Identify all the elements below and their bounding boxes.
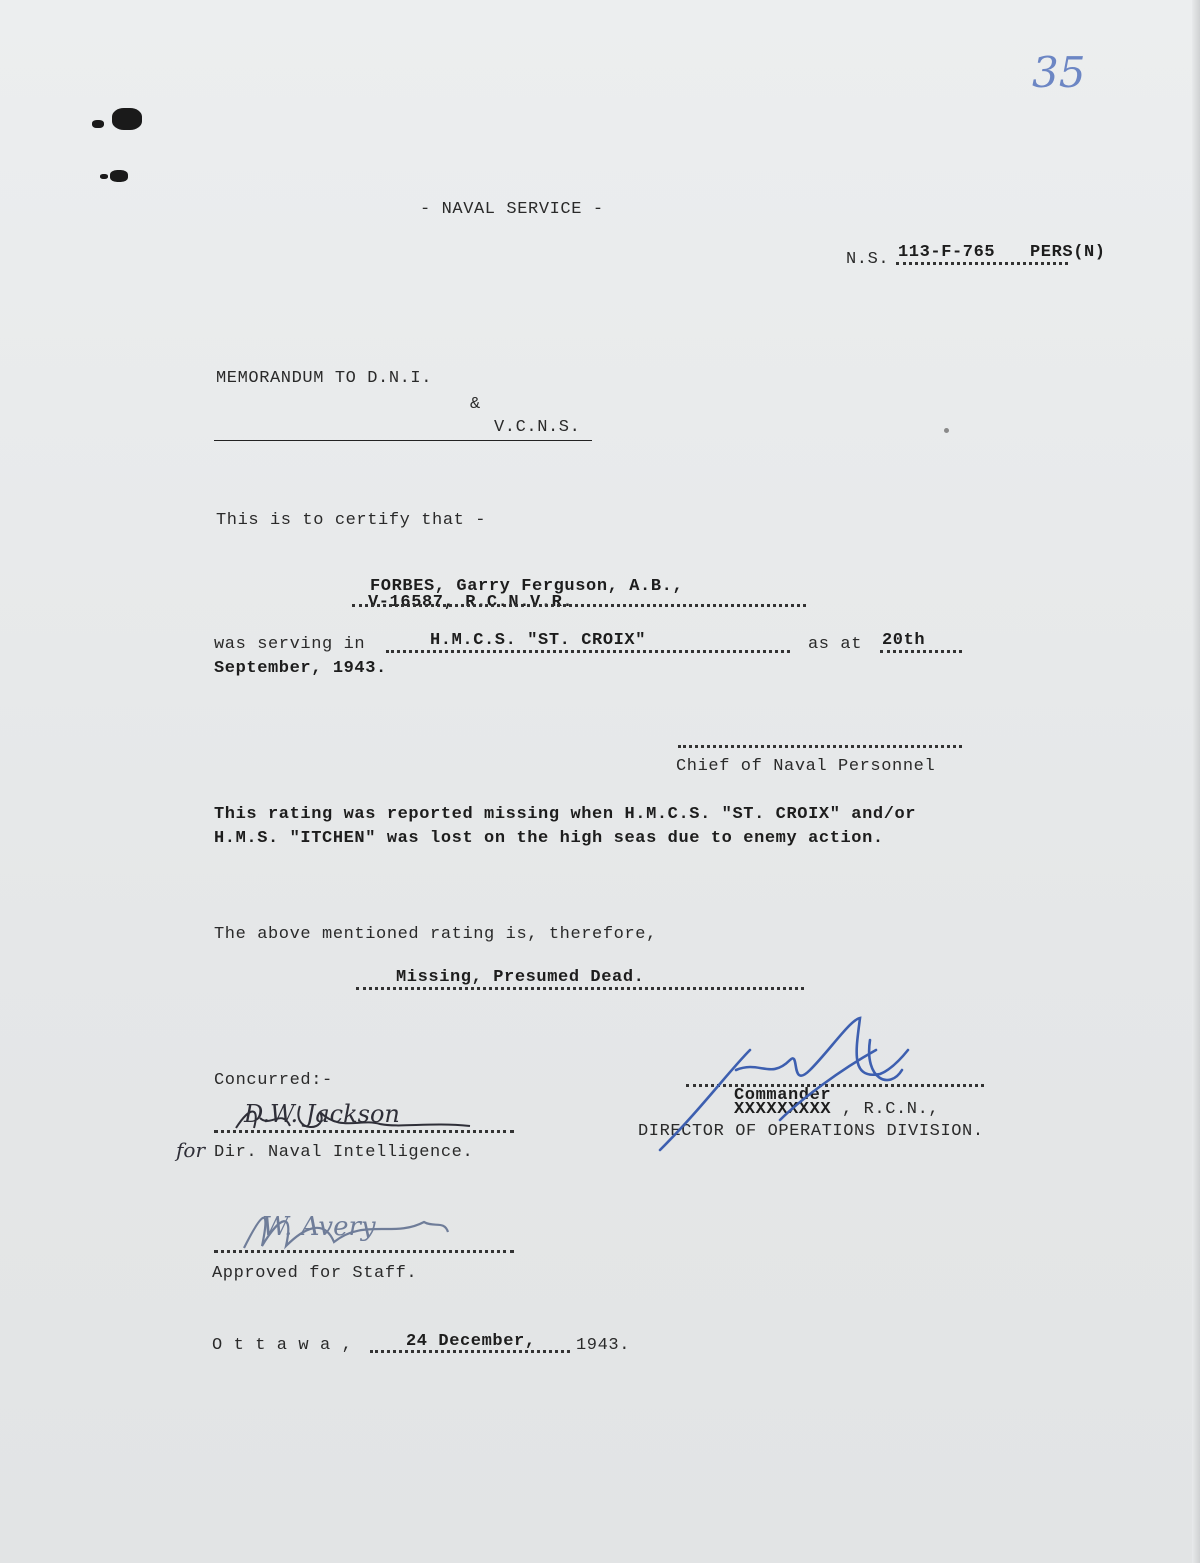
file-ref-dots: [896, 262, 1068, 265]
ops-service: , R.C.N.,: [842, 1100, 940, 1119]
paper-edge: [1192, 0, 1200, 1563]
date-continued: September, 1943.: [214, 659, 387, 678]
status-text: Missing, Presumed Dead.: [396, 968, 645, 987]
dni-prefix: for: [176, 1138, 206, 1162]
punch-hole: [112, 108, 142, 130]
concurred-label: Concurred:-: [214, 1071, 333, 1090]
file-ref-suffix: PERS(N): [1030, 243, 1106, 262]
punch-hole-fragment: [110, 170, 128, 182]
punch-hole-fragment: [92, 120, 104, 128]
date-day-dots: [880, 650, 962, 653]
dateline-dots: [370, 1350, 570, 1353]
paper-speck: [944, 428, 949, 433]
memo-underline: [214, 440, 592, 441]
dateline-place: O t t a w a ,: [212, 1336, 353, 1355]
header-title: - NAVAL SERVICE -: [420, 200, 604, 219]
dni-title: Dir. Naval Intelligence.: [214, 1143, 474, 1162]
rating-name: FORBES, Garry Ferguson, A.B.,: [370, 577, 684, 596]
rating-dots: [352, 604, 806, 607]
as-at-label: as at: [808, 635, 863, 654]
date-day: 20th: [882, 631, 926, 650]
ops-rank: Commander: [734, 1086, 832, 1105]
staff-title: Approved for Staff.: [212, 1264, 418, 1283]
ship-dots: [386, 650, 790, 653]
ops-signature-mark: [640, 1010, 940, 1160]
dateline-year: 1943.: [576, 1336, 631, 1355]
serving-prefix: was serving in: [214, 635, 366, 654]
staff-signature: W. Avery: [262, 1212, 376, 1242]
ops-title: DIRECTOR OF OPERATIONS DIVISION.: [638, 1122, 984, 1141]
file-ref-prefix: N.S.: [846, 250, 890, 269]
ops-rank-struck: XXXXXXXXX: [734, 1100, 832, 1119]
dni-dots: [214, 1130, 514, 1133]
memo-to-amp: &: [470, 395, 481, 414]
memo-to-line1: MEMORANDUM TO D.N.I.: [216, 369, 433, 388]
dni-signature: D.W. Jackson: [244, 1100, 400, 1128]
conclusion-intro: The above mentioned rating is, therefore,: [214, 925, 657, 944]
cnp-signature-dots: [678, 745, 962, 748]
punch-hole-fragment: [100, 174, 108, 179]
memo-to-line2: V.C.N.S.: [494, 418, 581, 437]
file-ref-number: 113-F-765: [898, 243, 996, 262]
folio-number: 35: [1032, 48, 1086, 97]
status-dots: [356, 987, 804, 990]
cnp-title: Chief of Naval Personnel: [676, 757, 936, 776]
report-line2: H.M.S. "ITCHEN" was lost on the high seas due to enemy action.: [214, 829, 884, 848]
ship-name: H.M.C.S. "ST. CROIX": [430, 631, 647, 650]
certify-intro: This is to certify that -: [216, 511, 487, 530]
staff-dots: [214, 1250, 514, 1253]
report-line1: This rating was reported missing when H.M.C.S. "ST. CROIX" and/or: [214, 805, 917, 824]
dateline-day-month: 24 December,: [406, 1332, 536, 1351]
rating-number: V-16587, R.C.N.V.R.: [368, 593, 574, 612]
